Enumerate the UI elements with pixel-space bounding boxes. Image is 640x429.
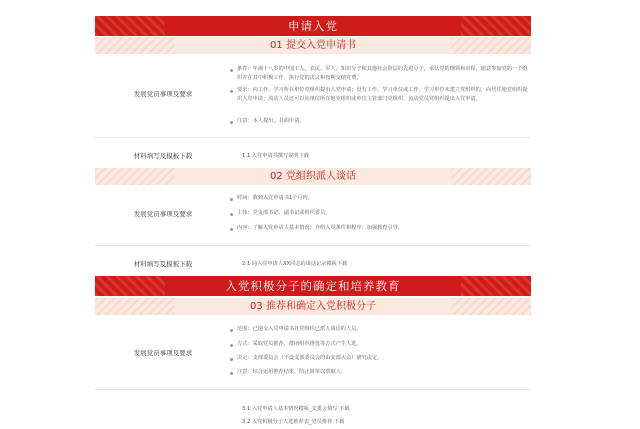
section-banner-apply: 申请入党 bbox=[95, 16, 531, 36]
requirement-item: 时间：收到入党申请书1个月内。 bbox=[237, 195, 313, 201]
templates-label: 材料填写及模板下载 bbox=[133, 152, 193, 160]
bullet-icon bbox=[230, 69, 233, 72]
requirement-item: 内容：了解入党申请人基本情况；介绍入党条件和程序；加强教育引导。 bbox=[237, 225, 404, 231]
bullet-icon bbox=[230, 344, 233, 347]
step-header-01: 01 提交入党申请书 bbox=[95, 37, 531, 54]
requirement-item: 注意：综合运用推荐结果，防止简单以票取人。 bbox=[237, 369, 346, 375]
requirement-item: 主体：党支部书记、副书记或组织委员。 bbox=[237, 210, 331, 216]
requirements-label: 发展党员事项及要求 bbox=[133, 90, 193, 98]
bullet-icon bbox=[230, 213, 233, 216]
requirements-label: 发展党员事项及要求 bbox=[133, 210, 193, 218]
template-download-link[interactable]: 3.2 入党积极分子人选推荐表_党员推荐 下载 bbox=[242, 419, 345, 425]
template-download-link[interactable]: 1.1 入党申请书撰写说明下载 bbox=[242, 153, 309, 159]
bullet-icon bbox=[230, 358, 233, 361]
requirement-item: 注意：本人提出，书面申请。 bbox=[237, 118, 305, 124]
step-header-02: 02 党组织派人谈话 bbox=[95, 168, 531, 185]
section-banner-activist: 入党积极分子的确定和培养教育 bbox=[95, 276, 531, 296]
bullet-icon bbox=[230, 121, 233, 124]
requirements-label: 发展党员事项及要求 bbox=[133, 349, 193, 357]
bullet-icon bbox=[230, 329, 233, 332]
row-divider bbox=[95, 389, 531, 390]
requirement-item: 条件：年满十八岁的中国工人、农民、军人、知识分子和其他社会阶层的先进分子，承认党的纲领和章程，愿意参加党的一个组织并在其中积极工作、执行党的决议和按期交纳党费。 bbox=[237, 66, 528, 81]
requirement-item: 范围：已递交入党申请书且党组织已派人谈话的人员。 bbox=[237, 326, 362, 332]
row-divider bbox=[95, 245, 531, 246]
step-header-03: 03 推荐和确定入党积极分子 bbox=[95, 298, 531, 315]
row-divider bbox=[95, 137, 531, 138]
templates-label: 材料填写及模板下载 bbox=[133, 260, 193, 268]
requirement-item: 决定：支部委员会（不设支部委员会的由支部大会）研究决定。 bbox=[237, 355, 383, 361]
template-download-link[interactable]: 3.1 入党申请人基本情况模板_支委会填写 下载 bbox=[242, 406, 350, 412]
requirement-item: 要求：向工作、学习所在单位党组织提出入党申请；没有工作、学习单位或工作、学习单位未建立党组织的，向居住地党组织提出入党申请；流动人员还可以向单位所在地党组织或单位主管部门党组织、流动党员党组织提出入党申请。 bbox=[237, 87, 528, 102]
bullet-icon bbox=[230, 372, 233, 375]
bullet-icon bbox=[230, 90, 233, 93]
bullet-icon bbox=[230, 198, 233, 201]
template-download-link[interactable]: 2.1 同入党申请人XX同志的谈话记录模板下载 bbox=[242, 261, 348, 267]
bullet-icon bbox=[230, 228, 233, 231]
requirement-item: 方式：采取党员推荐、群团组织推优等方式产生人选。 bbox=[237, 341, 362, 347]
